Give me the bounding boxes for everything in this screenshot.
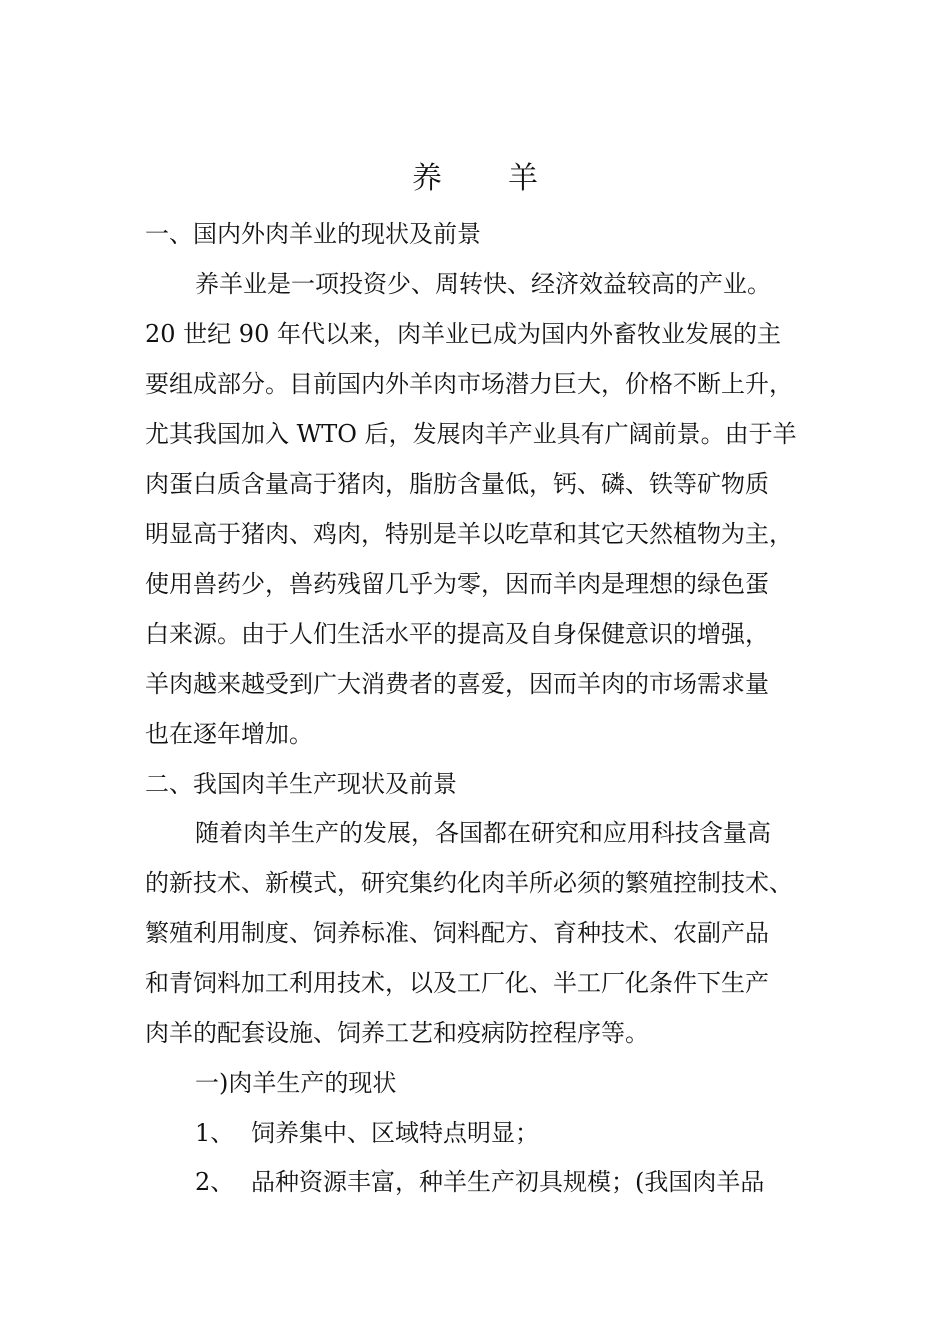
paragraph-line: 肉蛋白质含量高于猪肉，脂肪含量低，钙、磷、铁等矿物质 <box>145 470 769 498</box>
paragraph-line: 20 世纪 90 年代以来，肉羊业已成为国内外畜牧业发展的主 <box>145 320 781 348</box>
document-title: 养 羊 <box>412 161 556 196</box>
paragraph-line: 的新技术、新模式，研究集约化肉羊所必须的繁殖控制技术、 <box>145 869 793 897</box>
paragraph-line: 肉羊的配套设施、饲养工艺和疫病防控程序等。 <box>145 1019 649 1047</box>
paragraph-line: 使用兽药少，兽药残留几乎为零，因而羊肉是理想的绿色蛋 <box>145 570 769 598</box>
paragraph-line: 繁殖利用制度、饲养标准、饲料配方、育种技术、农副产品 <box>145 919 769 947</box>
paragraph-line: 要组成部分。目前国内外羊肉市场潜力巨大，价格不断上升， <box>145 370 793 398</box>
paragraph-line: 明显高于猪肉、鸡肉，特别是羊以吃草和其它天然植物为主， <box>145 520 793 548</box>
paragraph-line: 和青饲料加工利用技术，以及工厂化、半工厂化条件下生产 <box>145 969 769 997</box>
section-heading-2: 二、我国肉羊生产现状及前景 <box>145 770 457 798</box>
list-number: 1、 <box>195 1119 235 1147</box>
list-item <box>195 1164 865 1200</box>
list-text: 饲养集中、区域特点明显； <box>251 1119 539 1147</box>
paragraph-line: 白来源。由于人们生活水平的提高及自身保健意识的增强， <box>145 620 769 648</box>
paragraph-line: 随着肉羊生产的发展，各国都在研究和应用科技含量高 <box>195 819 771 847</box>
section-heading-1: 一、国内外肉羊业的现状及前景 <box>145 220 481 248</box>
paragraph-line: 养羊业是一项投资少、周转快、经济效益较高的产业。 <box>195 270 771 298</box>
paragraph-line: 也在逐年增加。 <box>145 720 313 748</box>
list-number: 2、 <box>195 1168 235 1196</box>
subheading: 一)肉羊生产的现状 <box>195 1069 397 1097</box>
list-text: 品种资源丰富，种羊生产初具规模；(我国肉羊品 <box>251 1168 765 1196</box>
list-item <box>195 1115 865 1151</box>
paragraph-line: 羊肉越来越受到广大消费者的喜爱，因而羊肉的市场需求量 <box>145 670 769 698</box>
paragraph-line: 尤其我国加入 WTO 后，发展肉羊产业具有广阔前景。由于羊 <box>145 420 797 448</box>
